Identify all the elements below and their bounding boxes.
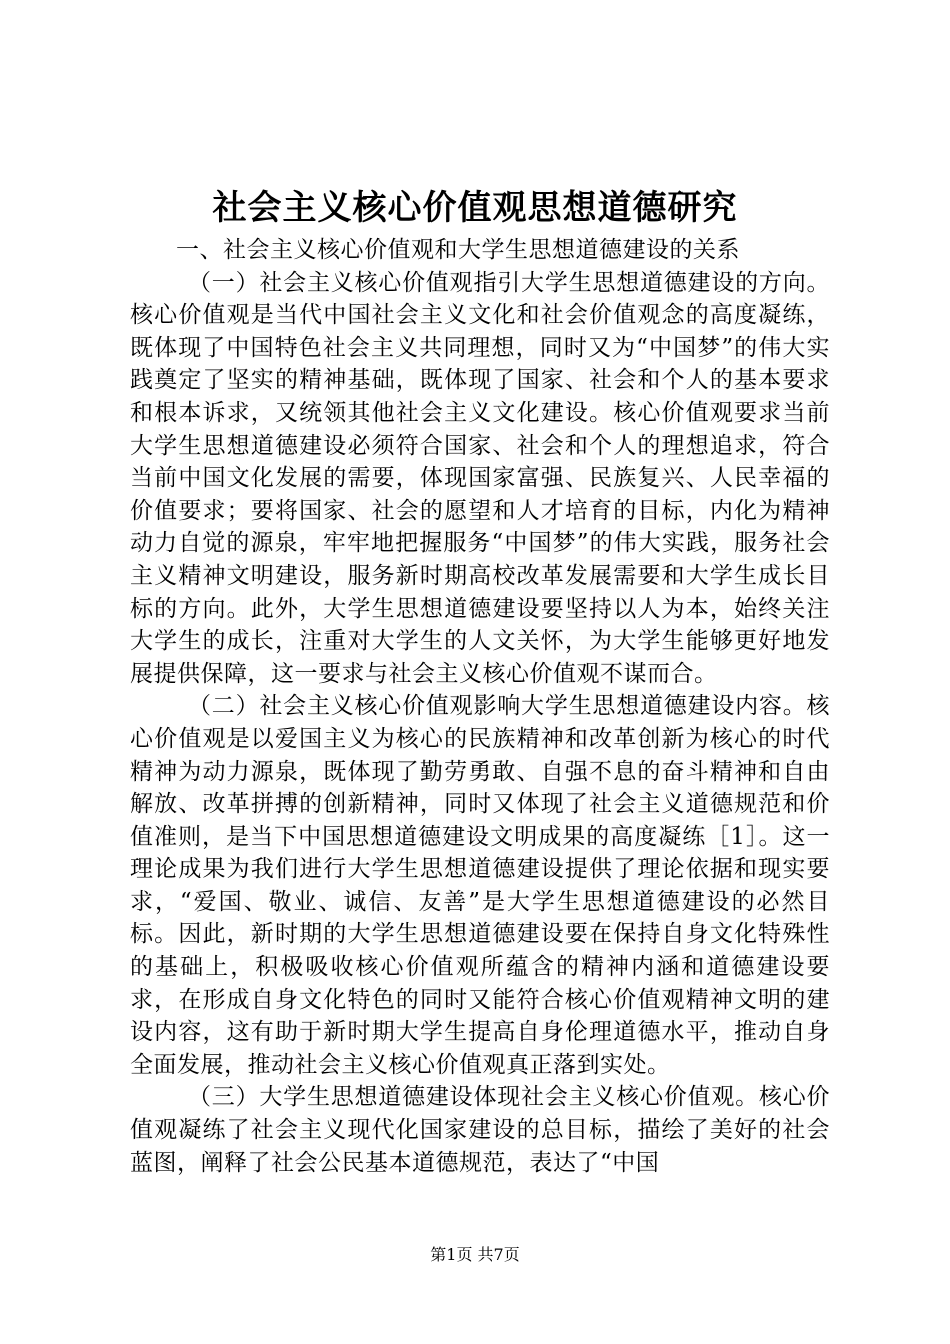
paragraph-3: （三）大学生思想道德建设体现社会主义核心价值观。核心价值观凝练了社会主义现代化国家建设的总目标，描绘了美好的社会蓝图，阐释了社会公民基本道德规范，表达了“中国 <box>130 1084 830 1176</box>
paragraph-2: （二）社会主义核心价值观影响大学生思想道德建设内容。核心价值观是以爱国主义为核心的民族精神和改革创新为核心的时代精神为动力源泉，既体现了勤劳勇敢、自强不息的奋斗精神和自由解放、改革拼搏的创新精神，同时又体现了社会主义道德规范和价值准则，是当下中国思想道德建设文明成果的高度凝练［1］。这一理论成果为我们进行大学生思想道德建设提供了理论依据和现实要求，“爱国、敬业、诚信、友善”是大学生思想道德建设的必然目标。因此，新时期的大学生思想道德建设要在保持自身文化特殊性的基础上，积极吸收核心价值观所蕴含的精神内涵和道德建设要求，在形成自身文化特色的同时又能符合核心价值观精神文明的建设内容，这有助于新时期大学生提高自身伦理道德水平，推动自身全面发展，推动社会主义核心价值观真正落到实处。 <box>130 693 830 1078</box>
section-heading: 一、社会主义核心价值观和大学生思想道德建设的关系 <box>176 237 740 263</box>
page-footer: 第1页 共7页 <box>430 1245 520 1264</box>
document-body <box>130 234 830 1179</box>
paragraph-1: （一）社会主义核心价值观指引大学生思想道德建设的方向。核心价值观是当代中国社会主义文化和社会价值观念的高度凝练，既体现了中国特色社会主义共同理想，同时又为“中国梦”的伟大实践奠定了坚实的精神基础，既体现了国家、社会和个人的基本要求和根本诉求，又统领其他社会主义文化建设。核心价值观要求当前大学生思想道德建设必须符合国家、社会和个人的理想追求，符合当前中国文化发展的需要，体现国家富强、民族复兴、人民幸福的价值要求；要将国家、社会的愿望和人才培育的目标，内化为精神动力自觉的源泉，牢牢地把握服务“中国梦”的伟大实践，服务社会主义精神文明建设，服务新时期高校改革发展需要和大学生成长目标的方向。此外，大学生思想道德建设要坚持以人为本，始终关注大学生的成长，注重对大学生的人文关怀，为大学生能够更好地发展提供保障，这一要求与社会主义核心价值观不谋而合。 <box>130 269 830 687</box>
document-title: 社会主义核心价值观思想道德研究 <box>212 188 738 228</box>
